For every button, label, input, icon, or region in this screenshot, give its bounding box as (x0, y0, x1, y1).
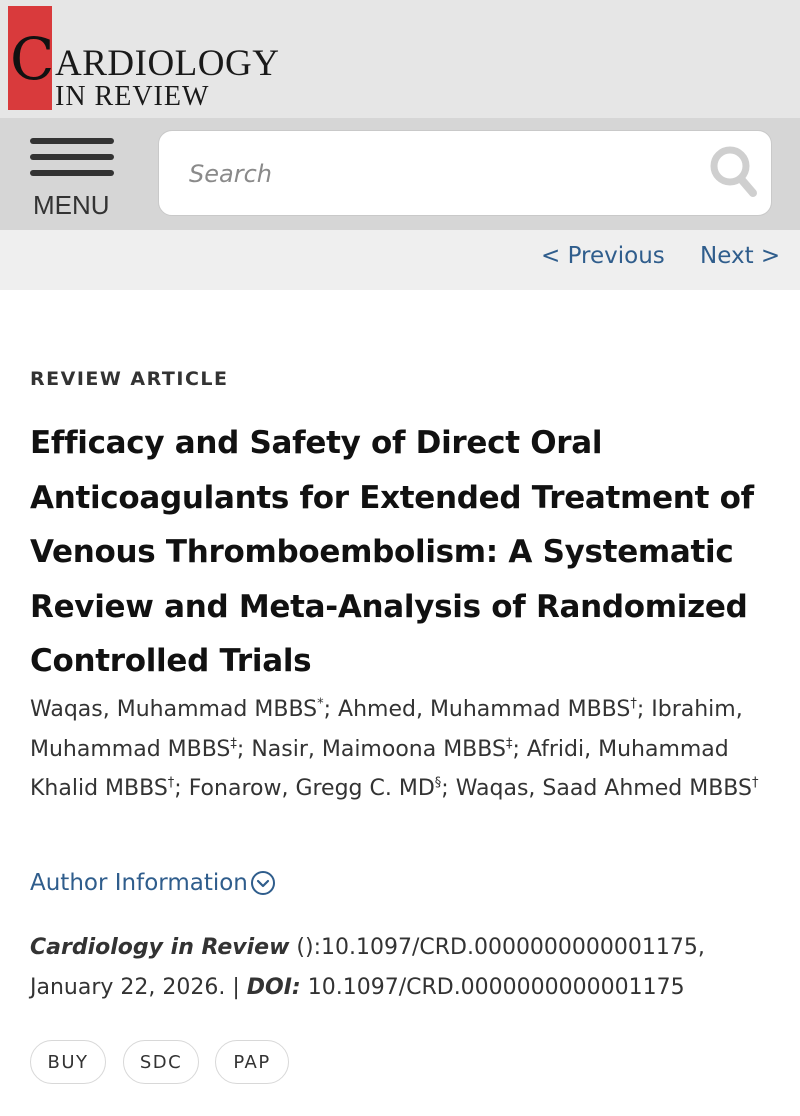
sdc-button[interactable]: SDC (123, 1040, 199, 1084)
next-link[interactable]: Next > (700, 243, 781, 269)
affiliation-mark: † (751, 775, 759, 791)
menu-button[interactable] (28, 138, 118, 222)
author[interactable]: Ibrahim, Muhammad MBBS (30, 697, 743, 762)
citation (30, 928, 780, 1008)
author[interactable]: Ahmed, Muhammad MBBS (338, 697, 631, 722)
author-information-toggle[interactable] (30, 870, 276, 896)
logo-initial: C (10, 25, 55, 93)
author[interactable]: Waqas, Saad Ahmed MBBS (455, 776, 752, 801)
affiliation-mark: * (317, 696, 324, 712)
article-title: Efficacy and Safety of Direct Oral Anticoagulants for Extended Treatment of Venous Thromboembolism: A Systematic Review and Meta-Analysis of Randomized Controlled Trials (30, 425, 754, 679)
search-icon[interactable] (709, 145, 759, 199)
journal-name: Cardiology in Review (30, 935, 290, 960)
logo-title: ARDIOLOGY (55, 43, 280, 84)
affiliation-mark: ‡ (505, 736, 513, 752)
author[interactable]: Waqas, Muhammad MBBS (30, 697, 318, 722)
doi-value[interactable]: 10.1097/CRD.0000000000001175 (300, 975, 685, 1000)
author[interactable]: Nasir, Maimoona MBBS (251, 736, 506, 762)
search-box (158, 130, 772, 216)
doi-label: DOI: (246, 975, 301, 1000)
affiliation-mark: ‡ (230, 736, 237, 752)
article-nav-bar (0, 230, 800, 290)
chevron-down-circle-icon (250, 870, 276, 896)
buy-button[interactable]: BUY (30, 1040, 106, 1084)
author-information-label: Author Information (30, 870, 248, 896)
previous-link[interactable]: < Previous (541, 243, 665, 269)
article-type: REVIEW ARTICLE (30, 368, 229, 390)
author[interactable]: Fonarow, Gregg C. MD (188, 776, 435, 801)
affiliation-mark: † (630, 696, 637, 712)
logo-subtitle: IN REVIEW (55, 81, 210, 112)
affiliation-mark: † (167, 775, 175, 791)
author-list: Waqas, Muhammad MBBS*; Ahmed, Muhammad MBBS†; Ibrahim, Muhammad MBBS‡; Nasir, Maimoona MBBS‡; Afridi, Muhammad Khalid MBBS†; Fonarow, Gregg C. MD§; Waqas, Saad Ahmed MBBS† (30, 696, 759, 801)
affiliation-mark: § (434, 775, 442, 791)
pap-button[interactable]: PAP (215, 1040, 289, 1084)
search-input[interactable] (187, 153, 691, 195)
author[interactable]: Afridi, Muhammad Khalid MBBS (30, 736, 729, 801)
citation-details: ():10.1097/CRD.0000000000001175, January 22, 2026. | (30, 935, 705, 1000)
menu-label: MENU (33, 190, 110, 220)
